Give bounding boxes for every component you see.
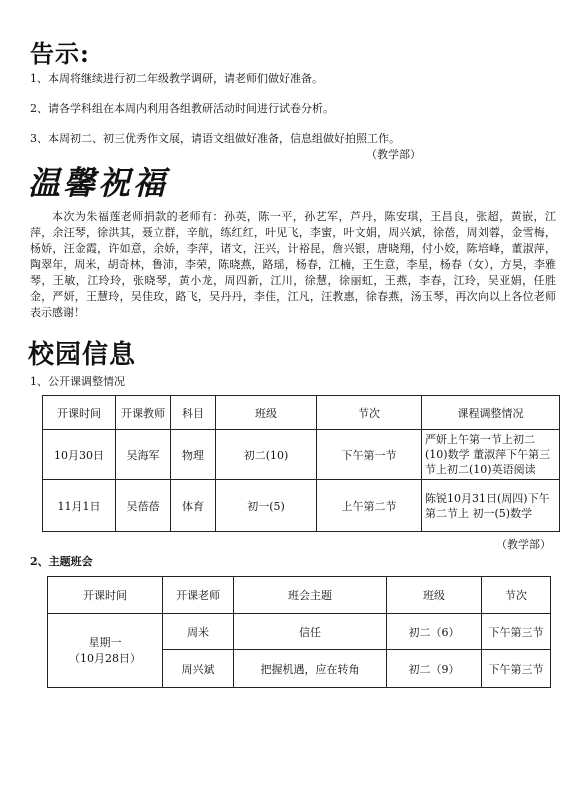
table-cell: 初二（9）	[387, 650, 482, 688]
table-cell: 下午第三节	[482, 650, 551, 688]
table-cell: 初二（6）	[387, 614, 482, 650]
column-header: 班级	[387, 577, 482, 614]
table-cell: 吴蓓蓓	[116, 480, 171, 532]
table-signature: （教学部）	[496, 538, 551, 551]
blessing-paragraph: 本次为朱福莲老师捐款的老师有：孙英，陈一平，孙艺军，芦丹，陈安琪，王昌良，张超，黄嵌，江萍，余汪琴，徐洪其，聂立群，辛航，练红红，叶见飞，李蜜，叶文娟，周兴斌，徐蓓，周刘蓉，金雪梅，杨娇，汪金霞，许如意，余娇，李萍，诸文，汪兴，计裕昆，詹兴银，唐晓翔，付小姣，陈培峰，董淑萍，陶翠年，周米，胡奇林，鲁沛，李荣，陈晓燕，路瑶，杨春，江楠，王生意，李星，杨春（女），方昊，李雅琴，王敏，江玲玲，张晓琴，黄小龙，周四新，江川，徐慧，徐丽虹，王燕，李春，江玲，吴亚娟，任胜金，严妍，王慧玲，吴佳玫，路飞，吴丹丹，李佳，江凡，汪教惠，徐春燕，汤玉琴，再次向以上各位老师表示感谢！	[30, 210, 556, 319]
table-cell: 物理	[171, 430, 216, 480]
column-header: 开课时间	[48, 577, 163, 614]
table-cell: 严妍上午第一节上初二(10)数学 董淑萍下午第三节上初二(10)英语阅读	[422, 430, 560, 480]
notice-item-2: 2、请各学科组在本周内利用各组教研活动时间进行试卷分析。	[30, 102, 334, 115]
column-header: 节次	[317, 396, 422, 430]
table-cell: 上午第二节	[317, 480, 422, 532]
notice-heading: 告示:	[30, 39, 90, 68]
class-meeting-table	[47, 576, 551, 688]
table-cell: 周米	[163, 614, 234, 650]
table-cell: 吴海军	[116, 430, 171, 480]
table-cell: 把握机遇，应在转角	[234, 650, 387, 688]
column-header: 开课教师	[116, 396, 171, 430]
table-cell: 下午第一节	[317, 430, 422, 480]
table-cell: 初二(10)	[216, 430, 317, 480]
campus-heading: 校园信息	[28, 340, 137, 370]
table-header-row	[48, 577, 551, 614]
table-cell-date	[48, 614, 163, 688]
column-header: 课程调整情况	[422, 396, 560, 430]
table-row	[48, 614, 551, 650]
table-cell: 信任	[234, 614, 387, 650]
table-cell: 下午第三节	[482, 614, 551, 650]
column-header: 科目	[171, 396, 216, 430]
section-open-class-heading: 1、公开课调整情况	[30, 375, 125, 388]
table-row	[43, 480, 560, 532]
table-header-row	[43, 396, 560, 430]
table-cell: 10月30日	[43, 430, 116, 480]
column-header: 开课时间	[43, 396, 116, 430]
table-row	[43, 430, 560, 480]
table-cell: 体育	[171, 480, 216, 532]
column-header: 节次	[482, 577, 551, 614]
table-cell: 11月1日	[43, 480, 116, 532]
notice-item-1: 1、本周将继续进行初二年级教学调研，请老师们做好准备。	[30, 72, 323, 85]
blessing-heading: 温馨祝福	[28, 164, 169, 202]
column-header: 班会主题	[234, 577, 387, 614]
notice-signature: （教学部）	[366, 148, 421, 161]
date-weekday: 星期一	[88, 635, 122, 649]
table-cell: 初一(5)	[216, 480, 317, 532]
column-header: 开课老师	[163, 577, 234, 614]
table-cell: 陈锐10月31日(周四)下午第二节上 初一(5)数学	[422, 480, 560, 532]
notice-item-3: 3、本周初二、初三优秀作文展，请语文组做好准备，信息组做好拍照工作。	[30, 132, 400, 145]
column-header: 班级	[216, 396, 317, 430]
section-class-meeting-heading: 2、主题班会	[30, 555, 93, 568]
date-day: （10月28日）	[69, 651, 141, 665]
table-cell: 周兴斌	[163, 650, 234, 688]
open-class-table	[42, 395, 560, 532]
